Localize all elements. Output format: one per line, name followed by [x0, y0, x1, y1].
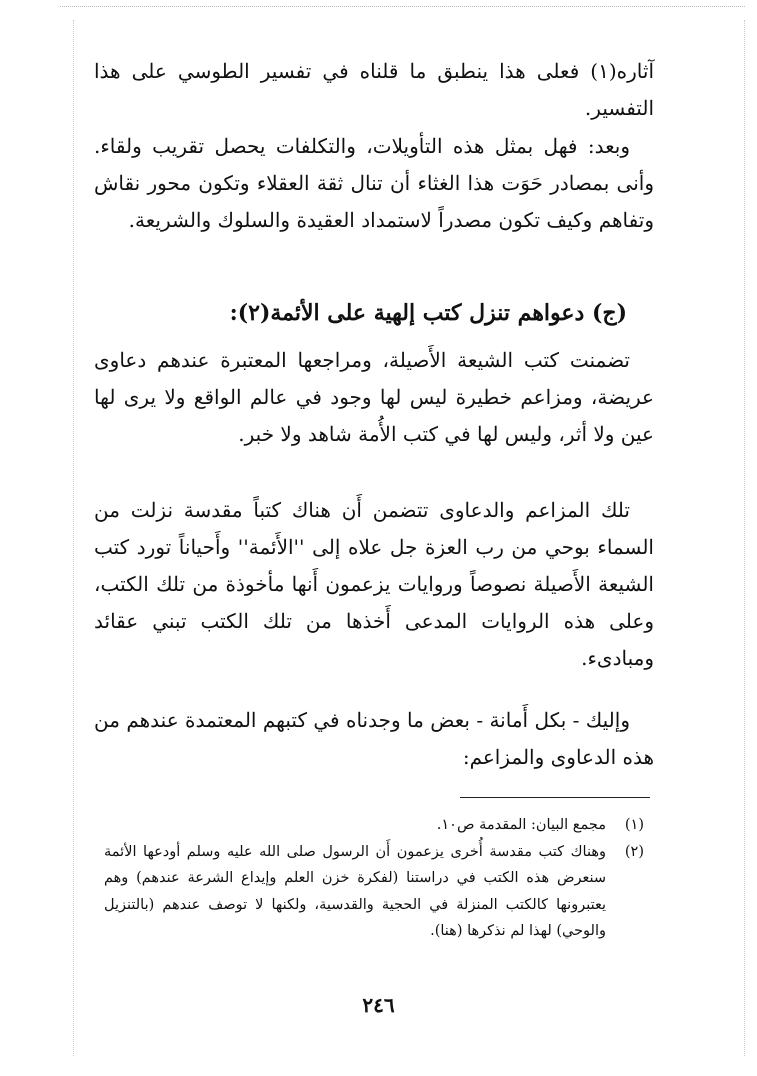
scan-edge-top: [60, 6, 745, 7]
footnote-number: (١): [624, 817, 644, 833]
paragraph-4: تلك المزاعم والدعاوى تتضمن أَن هناك كتباً مقدسة نزلت من السماء بوحي من رب العزة جل علاه إلى ''الأَئمة'' وأَحياناً تورد كتب الشيعة الأَصيلة نصوصاً وروايات يزعمون أَنها مأخوذة من تلك الكتب، وعلى هذه الروايات المدعى أَخذها من تلك الكتب تبني عقائد ومبادىء.: [94, 498, 654, 670]
scan-edge-right: [744, 20, 745, 1056]
footnote-separator: [460, 797, 650, 798]
paragraph-5: وإليك - بكل أَمانة - بعض ما وجدناه في كتبهم المعتمدة عندهم من هذه الدعاوى والمزاعم:: [94, 708, 654, 769]
footnotes: [104, 812, 644, 945]
paragraph-3: تضمنت كتب الشيعة الأَصيلة، ومراجعها المعتبرة عندهم دعاوى عريضة، ومزاعم خطيرة ليس لها وجود في عالم الواقع ولا يرى لها عين ولا أثر، وليس لها في كتب الأُمة شاهد ولا خبر.: [94, 348, 654, 446]
paragraph-1: آثاره(١) فعلى هذا ينطبق ما قلناه في تفسير الطوسي على هذا التفسير.: [94, 59, 654, 120]
section-heading: (ج) دعواهم تنزل كتب إلهية على الأئمة(٢):: [229, 300, 627, 326]
footnote-2: [104, 839, 644, 945]
footnote-text: وهناك كتب مقدسة أُخرى يزعمون أَن الرسول صلى الله عليه وسلم أودعها الأئمة سنعرض هذه الكتب في دراستنا (لفكرة خزن العلم وإيداع الشرعة عندهم) وهم يعتبرونها كالكتب المنزلة في الحجية والقدسية، ولكنها لا توصف عندهم (بالتنزيل والوحي) لهذا لم نذكرها (هنا).: [104, 843, 606, 939]
footnote-1: [104, 812, 644, 839]
footnote-text: مجمع البيان: المقدمة ص١٠.: [436, 817, 606, 833]
footnote-number: (٢): [624, 843, 644, 860]
scan-edge-left: [73, 20, 74, 1056]
paragraph-2: وبعد: فهل بمثل هذه التأويلات، والتكلفات يحصل تقريب ولقاء. وأنى بمصادر حَوَت هذا الغثاء أن تنال ثقة العقلاء وتكون محور نقاش وتفاهم وكيف تكون مصدراً لاستمداد العقيدة والسلوك والشريعة.: [94, 134, 654, 232]
page-number: ٢٤٦: [362, 993, 395, 1017]
